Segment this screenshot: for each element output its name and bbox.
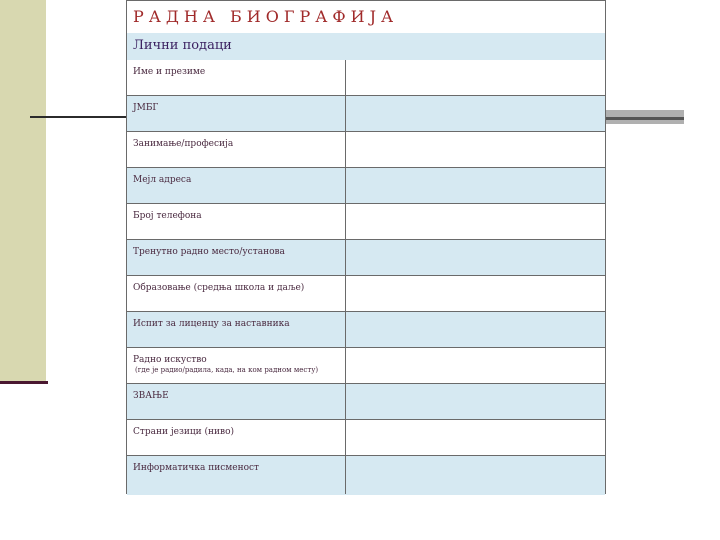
form-row-workplace bbox=[127, 240, 605, 276]
row-label: Радно искуство bbox=[133, 355, 207, 365]
languages-field[interactable] bbox=[345, 420, 605, 455]
row-label: Информатичка писменост bbox=[133, 463, 260, 473]
row-label: Тренутно радно место/установа bbox=[133, 247, 285, 257]
form-row-occupation bbox=[127, 132, 605, 168]
form-row-full-name bbox=[127, 60, 605, 96]
education-field[interactable] bbox=[345, 276, 605, 311]
section-label: Лични подаци bbox=[133, 38, 232, 53]
title-field[interactable] bbox=[345, 384, 605, 419]
computer-literacy-field[interactable] bbox=[345, 456, 605, 494]
left-band-underline bbox=[0, 381, 48, 384]
section-header-row bbox=[127, 33, 605, 61]
row-label: Занимање/професија bbox=[133, 139, 234, 149]
right-rule-line bbox=[606, 117, 684, 120]
form-row-education bbox=[127, 276, 605, 312]
row-label: ЗВАЊЕ bbox=[133, 391, 169, 401]
row-label: ЈМБГ bbox=[133, 103, 159, 113]
row-label: Мејл адреса bbox=[133, 175, 192, 185]
form-row-languages bbox=[127, 420, 605, 456]
form-row-phone bbox=[127, 204, 605, 240]
title-row bbox=[127, 1, 605, 34]
jmbg-field[interactable] bbox=[345, 96, 605, 131]
experience-field[interactable] bbox=[345, 348, 605, 383]
form-row-jmbg bbox=[127, 96, 605, 132]
row-label: Број телефона bbox=[133, 211, 202, 221]
row-label: Страни језици (ниво) bbox=[133, 427, 235, 437]
workplace-field[interactable] bbox=[345, 240, 605, 275]
form-row-license bbox=[127, 312, 605, 348]
license-field[interactable] bbox=[345, 312, 605, 347]
form-row-computer-literacy bbox=[127, 456, 605, 495]
form-row-email bbox=[127, 168, 605, 204]
left-decorative-band bbox=[0, 0, 46, 383]
occupation-field[interactable] bbox=[345, 132, 605, 167]
email-field[interactable] bbox=[345, 168, 605, 203]
form-row-title bbox=[127, 384, 605, 420]
row-label: Име и презиме bbox=[133, 67, 206, 77]
form-row-experience bbox=[127, 348, 605, 384]
row-label: Образовање (средња школа и даље) bbox=[133, 283, 305, 293]
full-name-field[interactable] bbox=[345, 60, 605, 95]
row-label: Испит за лиценцу за наставника bbox=[133, 319, 290, 329]
row-sublabel: (где је радио/радила, када, на ком радном месту) bbox=[135, 366, 319, 374]
left-rule-line bbox=[30, 116, 128, 118]
biography-form bbox=[126, 0, 606, 494]
form-title: РАДНА БИОГРАФИЈА bbox=[133, 7, 399, 26]
phone-field[interactable] bbox=[345, 204, 605, 239]
